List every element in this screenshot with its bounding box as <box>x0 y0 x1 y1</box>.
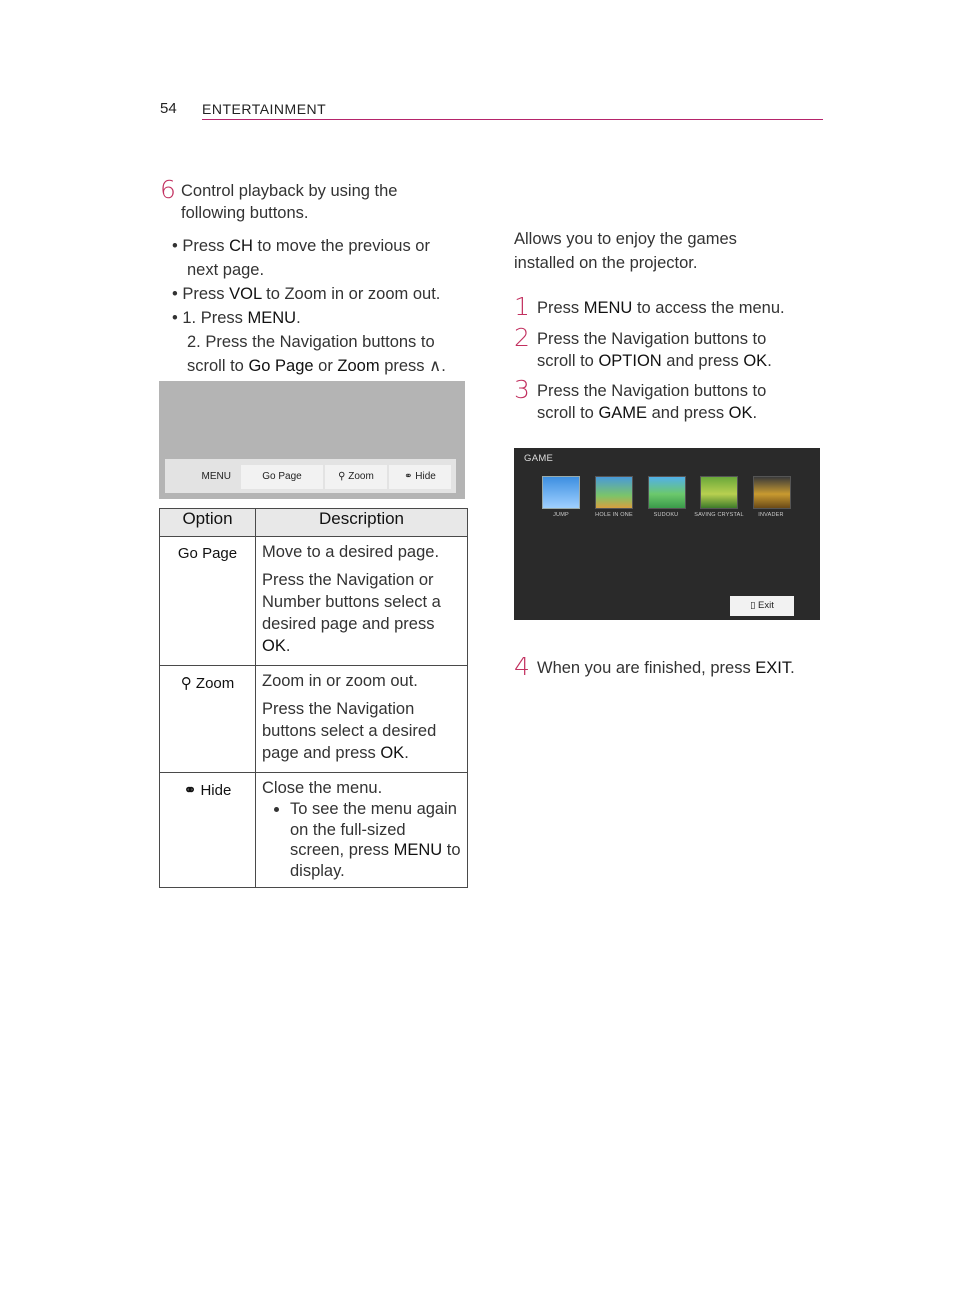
menu-label: MENU <box>201 471 231 482</box>
menu-screenshot <box>159 381 465 499</box>
game-tile-sudoku[interactable] <box>648 476 686 509</box>
game-label-saving-crystal: SAVING CRYSTAL <box>694 512 744 518</box>
table-row <box>160 666 468 773</box>
desc-go-page: Move to a desired page. Press the Navigation or Number buttons select a desired page and press OK. <box>256 537 468 666</box>
step-6-line-2: following buttons. <box>181 204 309 222</box>
hide-button[interactable]: ⚭ Hide <box>389 465 451 489</box>
header-description: Description <box>256 509 468 537</box>
menu-bar <box>165 459 456 493</box>
exit-icon: ▯ <box>750 600 756 611</box>
section-title: ENTERTAINMENT <box>202 101 327 117</box>
step-2-text: Press the Navigation buttons to scroll to OPTION and press OK. <box>537 330 772 370</box>
bullet-ch: • Press CH to move the previous or <box>172 237 430 255</box>
game-menu-title: GAME <box>524 453 554 464</box>
step-6-line-1: Control playback by using the <box>181 182 398 200</box>
bullet-menu: • 1. Press MENU. <box>172 309 301 327</box>
zoom-button[interactable]: ⚲ Zoom <box>325 465 387 489</box>
step-6-number: 6 <box>160 175 176 204</box>
step-6-text <box>181 180 397 224</box>
table-row <box>160 773 468 888</box>
game-label-jump: JUMP <box>553 512 569 518</box>
game-label-hole-in-one: HOLE IN ONE <box>595 512 633 518</box>
table-header-row <box>160 509 468 537</box>
desc-hide: Close the menu. • To see the menu again on the full-sized screen, press MENU to display. <box>256 773 468 888</box>
game-tile-jump[interactable] <box>542 476 580 509</box>
step-4-text: When you are finished, press EXIT. <box>537 659 795 677</box>
option-go-page: Go Page <box>160 537 256 666</box>
zoom-icon: ⚲ <box>180 675 192 692</box>
step-2-number: 2 <box>514 323 530 352</box>
step-3-number: 3 <box>514 375 530 404</box>
hide-icon: ⚭ <box>404 471 413 482</box>
game-label-invader: INVADER <box>758 512 784 518</box>
intro-line-2: installed on the projector. <box>514 254 698 272</box>
exit-button[interactable]: ▯ Exit <box>730 596 794 616</box>
playback-bullets <box>172 234 472 378</box>
bullet-vol: • Press VOL to Zoom in or zoom out. <box>172 285 441 303</box>
hide-icon: ⚭ <box>183 782 197 799</box>
zoom-icon: ⚲ <box>338 471 346 482</box>
step-1-number: 1 <box>514 292 530 321</box>
game-intro <box>514 227 737 275</box>
step-4-number: 4 <box>514 652 530 681</box>
go-page-button[interactable]: Go Page <box>241 465 323 489</box>
table-row <box>160 537 468 666</box>
bullet-menu-step2: 2. Press the Navigation buttons to <box>187 333 435 351</box>
step-1-text: Press MENU to access the menu. <box>537 299 785 317</box>
desc-zoom: Zoom in or zoom out. Press the Navigation buttons select a desired page and press OK. <box>256 666 468 773</box>
options-table <box>159 508 468 888</box>
game-screenshot <box>514 448 820 620</box>
page-number: 54 <box>160 100 177 117</box>
bullet-menu-step2-cont: scroll to Go Page or Zoom press ∧. <box>187 357 446 375</box>
bullet-ch-cont: next page. <box>187 261 265 279</box>
intro-line-1: Allows you to enjoy the games <box>514 230 737 248</box>
option-hide: ⚭ Hide <box>160 773 256 888</box>
game-tile-saving-crystal[interactable] <box>700 476 738 509</box>
option-zoom: ⚲ Zoom <box>160 666 256 773</box>
header-rule <box>202 119 823 120</box>
game-tile-invader[interactable] <box>753 476 791 509</box>
game-label-sudoku: SUDOKU <box>653 512 679 518</box>
header-option: Option <box>160 509 256 537</box>
game-tile-hole-in-one[interactable] <box>595 476 633 509</box>
step-3-text: Press the Navigation buttons to scroll to GAME and press OK. <box>537 382 767 422</box>
